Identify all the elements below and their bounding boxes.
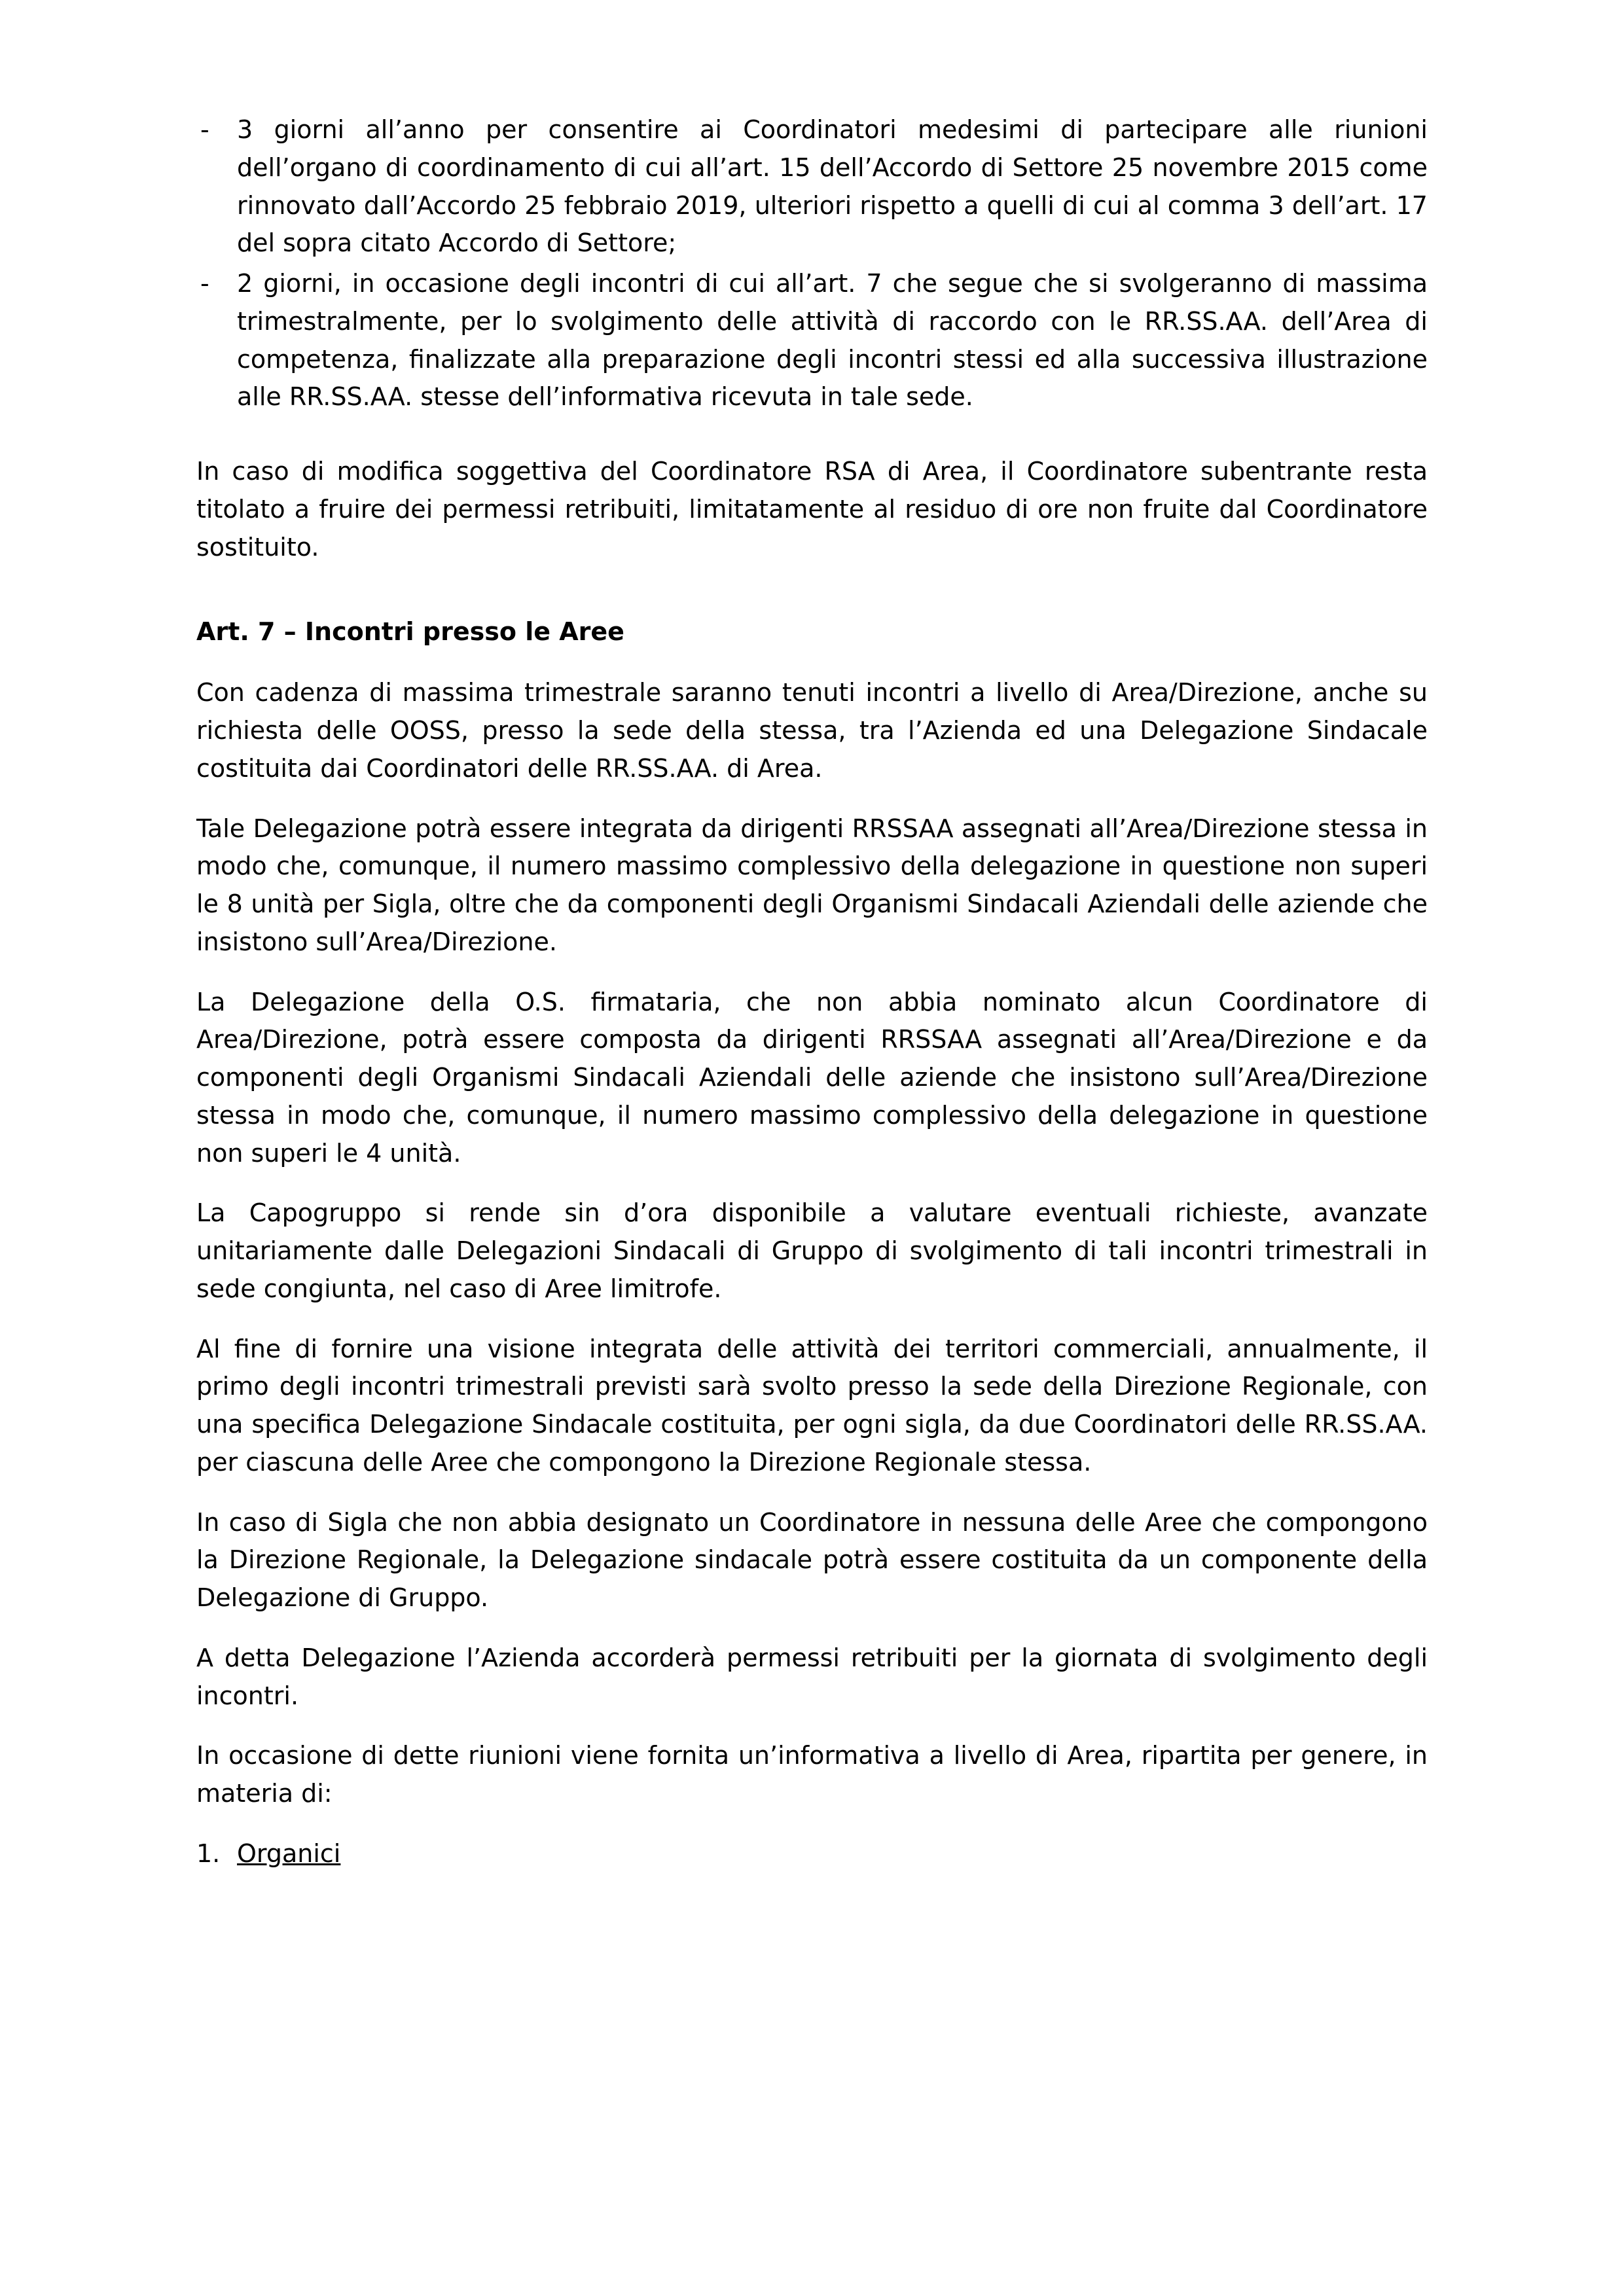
numbered-list [196,1835,1428,1873]
numbered-item-label: Organici [237,1839,341,1868]
list-item [196,265,1428,416]
paragraph-3: La Delegazione della O.S. firmataria, che non abbia nominato alcun Coordinatore di Area/Direzione, potrà essere composta da dirigenti RRSSAA assegnati all’Area/Direzione e da componenti degli Organismi Sindacali Aziendali delle aziende che insistono sull’Area/Direzione stessa in modo che, comunque, il numero massimo complessivo della delegazione in questione non superi le 4 unità. [196,987,1428,1168]
spacer [196,588,1428,615]
number-marker: 1. [196,1839,221,1868]
bullet-list [196,111,1428,416]
paragraph-1: Con cadenza di massima trimestrale saranno tenuti incontri a livello di Area/Direzione, anche su richiesta delle OOSS, presso la sede della stessa, tra l’Azienda ed una Delegazione Sindacale costituita dai Coordinatori delle RR.SS.AA. di Area. [196,678,1428,783]
list-item [196,111,1428,262]
paragraph-5: Al fine di fornire una visione integrata delle attività dei territori commerciali, annualmente, il primo degli incontri trimestrali previsti sarà svolto presso la sede della Direzione Regionale, con una specifica Delegazione Sindacale costituita, per ogni sigla, da due Coordinatori delle RR.SS.AA. per ciascuna delle Aree che compongono la Direzione Regionale stessa. [196,1334,1428,1477]
paragraph-6: In caso di Sigla che non abbia designato un Coordinatore in nessuna delle Aree che compongono la Direzione Regionale, la Delegazione sindacale potrà essere costituita da un componente della Delegazione di Gruppo. [196,1507,1428,1613]
document-body [196,111,1428,1873]
paragraph-2: Tale Delegazione potrà essere integrata da dirigenti RRSSAA assegnati all’Area/Direzione stessa in modo che, comunque, il numero massimo complessivo della delegazione in questione non superi le 8 unità per Sigla, oltre che da componenti degli Organismi Sindacali Aziendali delle aziende che insistono sull’Area/Direzione. [196,814,1428,956]
section-heading-art7: Art. 7 – Incontri presso le Aree [196,617,624,647]
bullet-text: 2 giorni, in occasione degli incontri di cui all’art. 7 che segue che si svolgeranno di massima trimestralmente, per lo svolgimento delle attività di raccordo con le RR.SS.AA. dell’Area di competenza, finalizzate alla preparazione degli incontri stessi ed alla successiva illustrazione alle RR.SS.AA. stesse dell’informativa ricevuta in tale sede. [237,269,1428,412]
bullet-marker: - [200,115,209,144]
paragraph-8: In occasione di dette riunioni viene fornita un’informativa a livello di Area, ripartita per genere, in materia di: [196,1741,1428,1808]
bullet-marker: - [200,269,209,298]
paragraph-coordinatore-subentrante: In caso di modifica soggettiva del Coordinatore RSA di Area, il Coordinatore subentrante resta titolato a fruire dei permessi retribuiti, limitatamente al residuo di ore non fruite dal Coordinatore sostituito. [196,457,1428,562]
paragraph-7: A detta Delegazione l’Azienda accorderà permessi retribuiti per la giornata di svolgimento degli incontri. [196,1643,1428,1710]
list-item [196,1835,1428,1873]
spacer [196,419,1428,453]
bullet-text: 3 giorni all’anno per consentire ai Coordinatori medesimi di partecipare alle riunioni dell’organo di coordinamento di cui all’art. 15 dell’Accordo di Settore 25 novembre 2015 come rinnovato dall’Accordo 25 febbraio 2019, ulteriori rispetto a quelli di cui al comma 3 dell’art. 17 del sopra citato Accordo di Settore; [237,115,1428,258]
paragraph-4: La Capogruppo si rende sin d’ora disponibile a valutare eventuali richieste, avanzate unitariamente dalle Delegazioni Sindacali di Gruppo di svolgimento di tali incontri trimestrali in sede congiunta, nel caso di Aree limitrofe. [196,1198,1428,1303]
